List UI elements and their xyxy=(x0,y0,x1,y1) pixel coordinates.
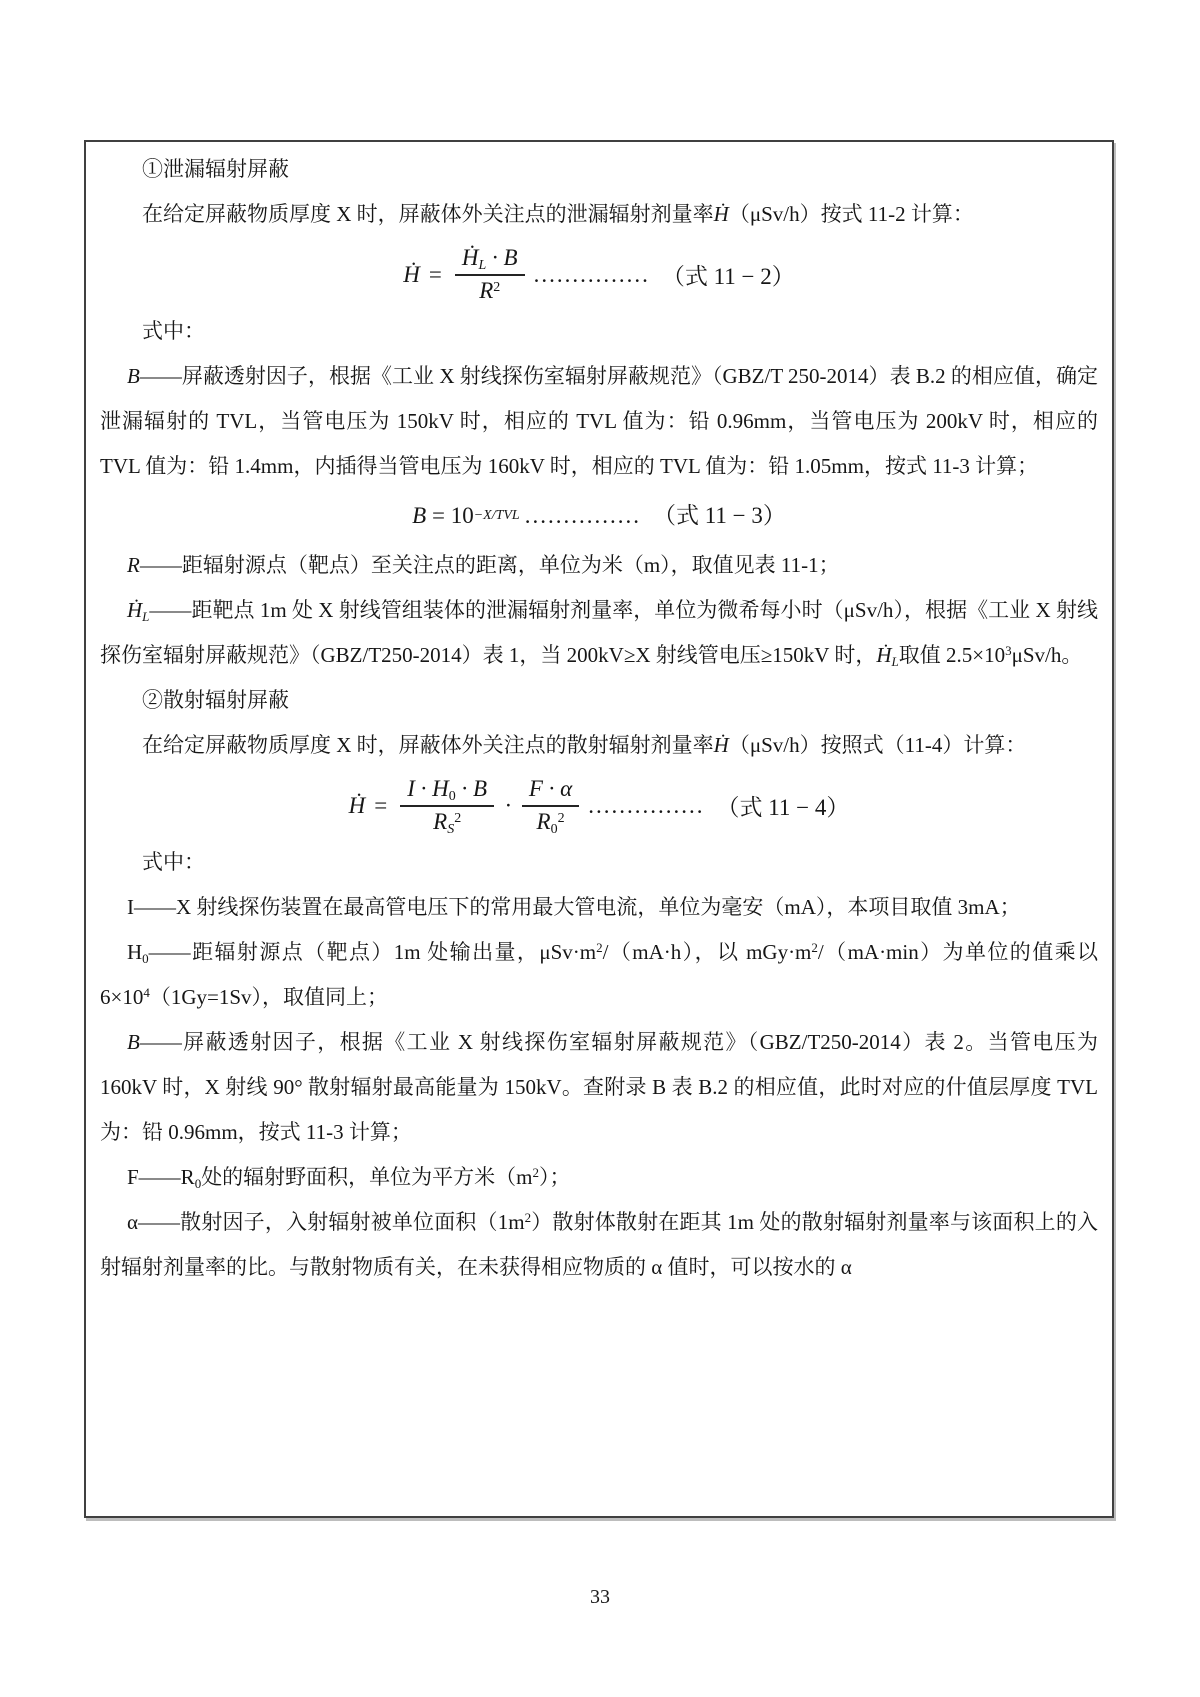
definition-I xyxy=(100,885,1098,930)
variable: α——散射因子，入射辐射被单位面积（1m xyxy=(127,1210,525,1234)
text-run: ）； xyxy=(539,1165,571,1189)
fraction-denominator xyxy=(537,807,565,835)
formula-lhs: Ḣ xyxy=(348,792,366,818)
text-run: 处的辐射野面积，单位为平方米（m xyxy=(201,1165,533,1189)
variable: B xyxy=(127,1030,140,1054)
superscript: 2 xyxy=(493,280,501,295)
definition-HL xyxy=(100,588,1098,678)
superscript: 2 xyxy=(557,811,565,826)
subscript: L xyxy=(142,609,150,624)
text-run: ——距辐射源点（靶点）至关注点的距离，单位为米（m），取值见表 11-1； xyxy=(139,553,840,577)
superscript: 2 xyxy=(454,811,462,826)
formula-11-4 xyxy=(100,776,1098,835)
formula-label: （式 11 − 4） xyxy=(716,795,850,820)
equals-sign: = xyxy=(428,261,442,287)
where-clause: 式中： xyxy=(142,850,205,874)
formula-lhs: Ḣ xyxy=(403,261,420,287)
text-run: · B xyxy=(486,245,518,270)
document-border-box xyxy=(84,140,1114,1518)
subscript: 0 xyxy=(448,789,456,804)
text-run: ——距靶点 1m 处 X 射线管组装体的泄漏辐射剂量率，单位为微希每小时（μSv/h），根据《工业 X 射线探伤室辐射屏蔽规范》（GBZ/T250-2014）表 1，当 200kV≥X 射线管电压≥150kV 时， xyxy=(100,598,1098,667)
definition-B-scatter xyxy=(100,1020,1104,1155)
paragraph-intro-scatter xyxy=(100,723,1098,768)
subscript: 0 xyxy=(550,822,558,837)
text-run: μSv/h。 xyxy=(1011,643,1083,667)
formula-lhs: B xyxy=(412,503,427,528)
definition-B-leakage xyxy=(100,354,1104,489)
variable: B xyxy=(127,364,140,388)
section-heading-scatter-shielding: ②散射辐射屏蔽 xyxy=(142,688,289,712)
text-run: ——距辐射源点（靶点）1m 处输出量，μSv·m xyxy=(148,940,597,964)
variable: R xyxy=(479,278,494,303)
dot-leader: ............... xyxy=(588,792,705,818)
text-run: · B xyxy=(455,776,488,801)
fraction-denominator xyxy=(479,276,500,304)
dot-leader: ............... xyxy=(524,503,641,528)
variable: R xyxy=(127,553,140,577)
dot-leader: ............... xyxy=(533,261,650,287)
formula-11-3: B = 10 −X/TVL ............... （式 11 − 3） xyxy=(100,491,1098,541)
text-run: /（mA·min）为单位的值乘以 6×10 xyxy=(100,940,1104,1009)
definition-alpha xyxy=(100,1200,1098,1290)
h-dot-variable: Ḣ xyxy=(713,202,729,226)
text-run: 在给定屏蔽物质厚度 X 时，屏蔽体外关注点的散射辐射剂量率 xyxy=(142,733,714,757)
text-run: ）散射体散射在距其 1m 处的散射辐射剂量率与该面积上的入射辐射剂量率的比。与散射物质有关，在未获得相应物质的 α 值时，可以按水的 α xyxy=(100,1210,1098,1279)
variable: R xyxy=(433,809,448,834)
section-heading-leakage-shielding: ①泄漏辐射屏蔽 xyxy=(142,157,289,181)
text-run: = 10 xyxy=(426,503,474,528)
subscript: S xyxy=(447,822,455,837)
text-run: 取值 2.5×10 xyxy=(898,643,1006,667)
subscript: L xyxy=(478,258,487,273)
where-clause: 式中： xyxy=(142,319,205,343)
superscript: 2 xyxy=(596,940,603,955)
subscript: 0 xyxy=(142,951,149,966)
text-run: （μSv/h）按照式（11-4）计算： xyxy=(728,733,1027,757)
paragraph-intro-leakage xyxy=(100,192,1098,237)
formula-11-2 xyxy=(100,245,1098,304)
fraction-2 xyxy=(522,776,579,835)
fraction-numerator xyxy=(400,776,494,807)
formula-label: （式 11 − 2） xyxy=(661,264,795,289)
equals-sign: = xyxy=(374,792,388,818)
superscript: 2 xyxy=(811,940,818,955)
variable: Ḣ xyxy=(876,643,892,667)
variable: R xyxy=(536,809,551,834)
variable: Ḣ xyxy=(127,598,143,622)
text-run: ——屏蔽透射因子，根据《工业 X 射线探伤室辐射屏蔽规范》（GBZ/T250-2014）表 2。当管电压为 160kV 时，X 射线 90° 散射辐射最高能量为 150kV。查附录 B 表 B.2 的相应值，此时对应的什值层厚度 TVL 为：铅 0.96mm，按式 11-3 计算； xyxy=(100,1030,1104,1144)
variable: I xyxy=(127,895,134,919)
fraction-1 xyxy=(400,776,494,835)
variable: H xyxy=(127,940,143,964)
superscript: 3 xyxy=(1005,643,1012,658)
superscript: 4 xyxy=(143,985,150,1000)
subscript: L xyxy=(891,654,899,669)
multiplication-dot: · xyxy=(505,792,511,818)
page-number: 33 xyxy=(590,1586,610,1608)
subscript: 0 xyxy=(194,1176,202,1191)
fraction-numerator xyxy=(522,776,579,807)
superscript: 2 xyxy=(524,1210,532,1225)
text-run: （1Gy=1Sv），取值同上； xyxy=(149,985,389,1009)
variable: F——R xyxy=(127,1165,195,1189)
definition-H0 xyxy=(100,930,1104,1020)
fraction-numerator xyxy=(455,245,525,276)
definition-F xyxy=(100,1155,1098,1200)
text-run: （μSv/h）按式 11-2 计算： xyxy=(728,202,974,226)
h-dot-variable: Ḣ xyxy=(713,733,729,757)
text-run: ——X 射线探伤装置在最高管电压下的常用最大管电流，单位为毫安（mA），本项目取值 3mA； xyxy=(134,895,1021,919)
fraction xyxy=(455,245,525,304)
variable: Ḣ xyxy=(461,245,479,270)
superscript: 2 xyxy=(532,1165,540,1180)
definition-R xyxy=(100,543,1098,588)
text-run: F · α xyxy=(528,776,573,801)
fraction-denominator xyxy=(433,807,461,835)
text-run: ——屏蔽透射因子，根据《工业 X 射线探伤室辐射屏蔽规范》（GBZ/T 250-2014）表 B.2 的相应值，确定泄漏辐射的 TVL，当管电压为 150kV 时，相应的 TVL 值为：铅 0.96mm，当管电压为 200kV 时，相应的 TVL 值为：铅 1.4mm，内插得当管电压为 160kV 时，相应的 TVL 值为：铅 1.05mm，按式 11-3 计算； xyxy=(100,364,1104,478)
text-run: I · H xyxy=(407,776,449,801)
text-run: /（mA·h），以 mGy·m xyxy=(602,940,812,964)
text-run: 在给定屏蔽物质厚度 X 时，屏蔽体外关注点的泄漏辐射剂量率 xyxy=(142,202,714,226)
formula-label: （式 11 − 3） xyxy=(652,503,786,528)
